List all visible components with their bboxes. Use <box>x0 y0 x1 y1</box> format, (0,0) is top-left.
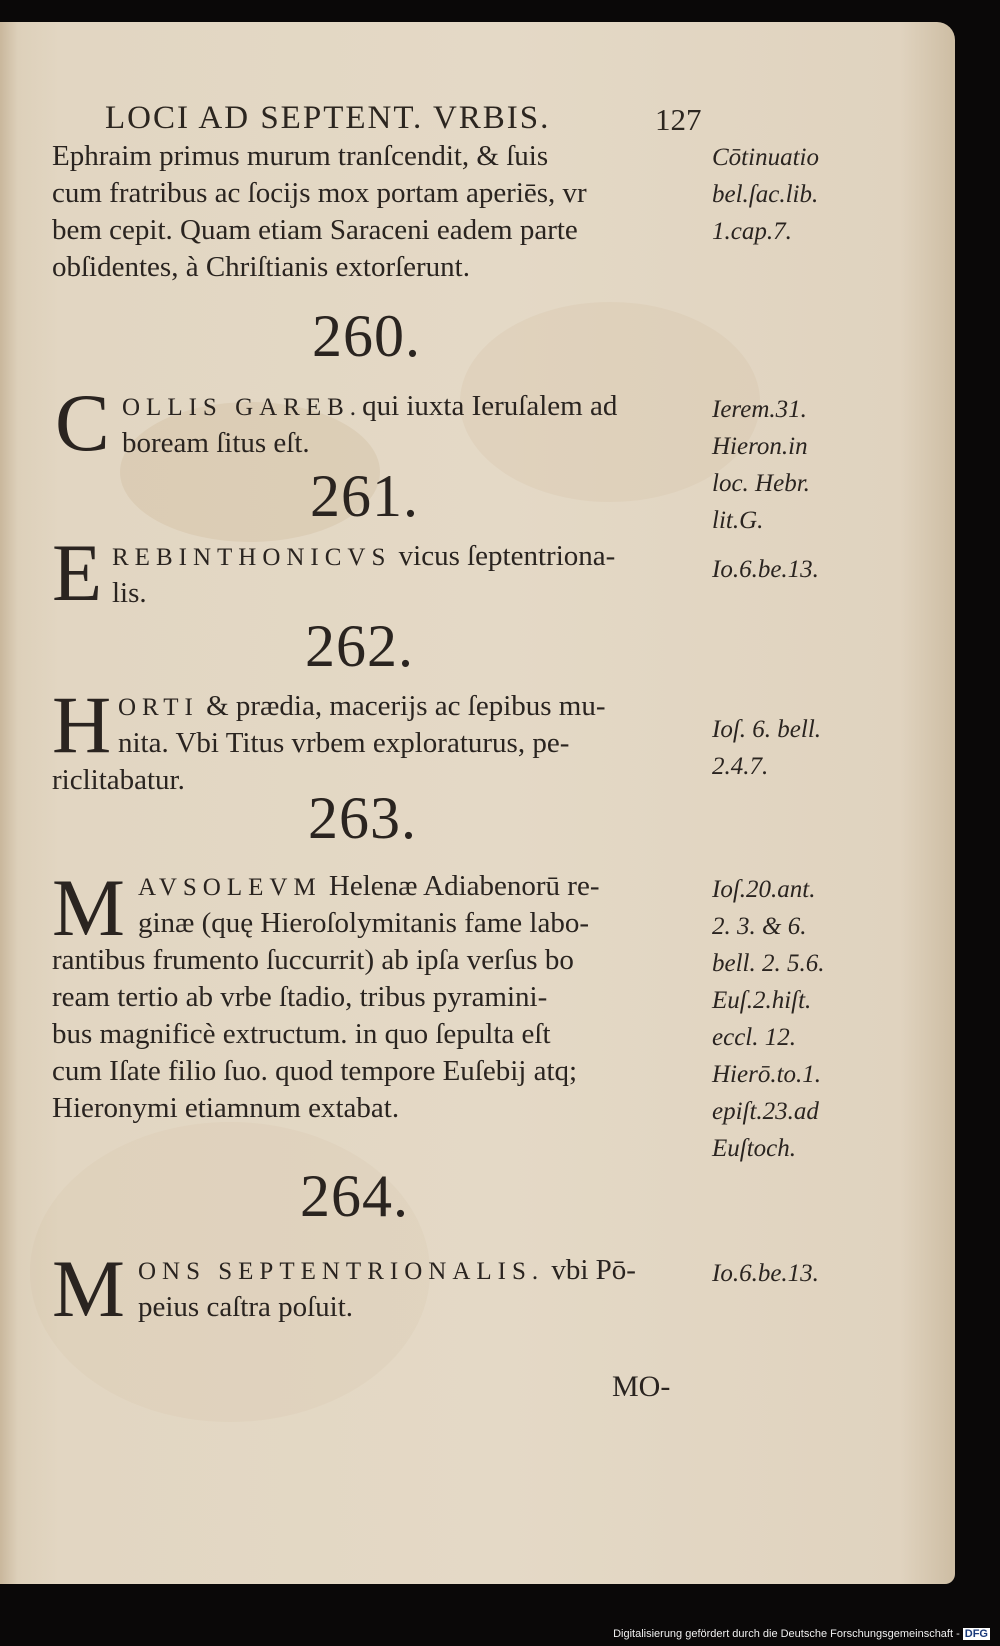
text-line: nita. Vbi Titus vrbem exploraturus, pe- <box>118 727 570 759</box>
digitization-credit <box>613 1628 990 1640</box>
text-line <box>122 390 617 423</box>
text-line: Hieronymi etiamnum extabat. <box>52 1092 400 1124</box>
text-line: ream tertio ab vrbe ſtadio, tribus pyramini- <box>52 981 548 1013</box>
entry-number: 263. <box>308 785 417 851</box>
margin-note: lit.G. <box>712 507 764 534</box>
drop-initial: E <box>52 527 103 618</box>
margin-note: Io.6.be.13. <box>712 556 819 583</box>
running-head: LOCI AD SEPTENT. VRBIS. <box>105 100 551 136</box>
text-line: bus magnificè extructum. in quo ſepulta eſt <box>52 1018 551 1050</box>
text-line: ginæ (quę Hieroſolymitanis fame labo- <box>138 907 590 939</box>
entry-number: 261. <box>310 463 419 529</box>
entry-lead: ONS SEPTENTRIONALIS. <box>138 1258 545 1285</box>
text-line: cum Iſate filio ſuo. quod tempore Euſebij atq; <box>52 1055 578 1087</box>
margin-note: Euſtoch. <box>712 1135 797 1162</box>
margin-note: Io.6.be.13. <box>712 1260 819 1287</box>
dfg-logo: DFG <box>964 1628 988 1640</box>
book-page <box>0 22 955 1584</box>
text-line: obſidentes, à Chriſtianis extorſerunt. <box>52 251 470 283</box>
entry-number: 262. <box>305 613 414 679</box>
credit-text: Digitalisierung gefördert durch die Deutsche Forschungsgemeinschaft - <box>613 1628 960 1640</box>
entry-text: Helenæ Adiabenorū re- <box>321 870 600 902</box>
margin-note: epiſt.23.ad <box>712 1098 819 1125</box>
margin-note: loc. Hebr. <box>712 470 810 497</box>
text-line: lis. <box>112 577 147 609</box>
catchword: MO- <box>612 1370 671 1403</box>
page-number: 127 <box>655 102 702 137</box>
margin-note: Ioſ.20.ant. <box>712 876 816 903</box>
drop-initial: H <box>52 679 112 770</box>
entry-text: qui iuxta Ieruſalem ad <box>362 390 618 422</box>
margin-note: 1.cap.7. <box>712 218 792 245</box>
entry-number: 264. <box>300 1163 409 1229</box>
text-line <box>112 540 615 573</box>
text-line: riclitabatur. <box>52 764 185 796</box>
margin-note: Cōtinuatio <box>712 144 819 171</box>
text-line <box>138 870 600 903</box>
text-line: rantibus frumento ſuccurrit) ab ipſa verſus bo <box>52 944 574 976</box>
margin-note: bell. 2. 5.6. <box>712 950 825 977</box>
entry-lead: OLLIS GAREB. <box>122 394 363 421</box>
entry-text: vicus ſeptentriona- <box>391 540 616 572</box>
drop-initial: M <box>52 1243 125 1334</box>
entry-lead: ORTI <box>118 694 199 721</box>
drop-initial: M <box>52 862 125 953</box>
text-line: Ephraim primus murum tranſcendit, & ſuis <box>52 140 549 172</box>
entry-text: vbi Pō- <box>544 1254 636 1286</box>
margin-note: eccl. 12. <box>712 1024 796 1051</box>
margin-note: Hierō.to.1. <box>712 1061 822 1088</box>
entry-text: & prædia, macerijs ac ſepibus mu- <box>198 690 606 722</box>
margin-note: 2. 3. & 6. <box>712 913 807 940</box>
margin-note: Euſ.2.hiſt. <box>712 987 812 1014</box>
margin-note: Hieron.in <box>712 433 808 460</box>
text-line <box>138 1254 636 1287</box>
entry-lead: AVSOLEVM <box>138 874 322 901</box>
margin-note: bel.ſac.lib. <box>712 181 819 208</box>
margin-note: Ioſ. 6. bell. <box>712 716 822 743</box>
text-line: peius caſtra poſuit. <box>138 1291 354 1323</box>
text-line: bem cepit. Quam etiam Saraceni eadem parte <box>52 214 578 246</box>
margin-note: Ierem.31. <box>712 396 807 423</box>
text-line <box>118 690 606 723</box>
margin-note: 2.4.7. <box>712 753 769 780</box>
entry-number: 260. <box>312 303 421 369</box>
drop-initial: C <box>55 377 110 468</box>
text-line: boream ſitus eſt. <box>122 427 310 459</box>
entry-lead: REBINTHONICVS <box>112 544 392 571</box>
text-line: cum fratribus ac ſocijs mox portam aperiēs, vr <box>52 177 587 209</box>
